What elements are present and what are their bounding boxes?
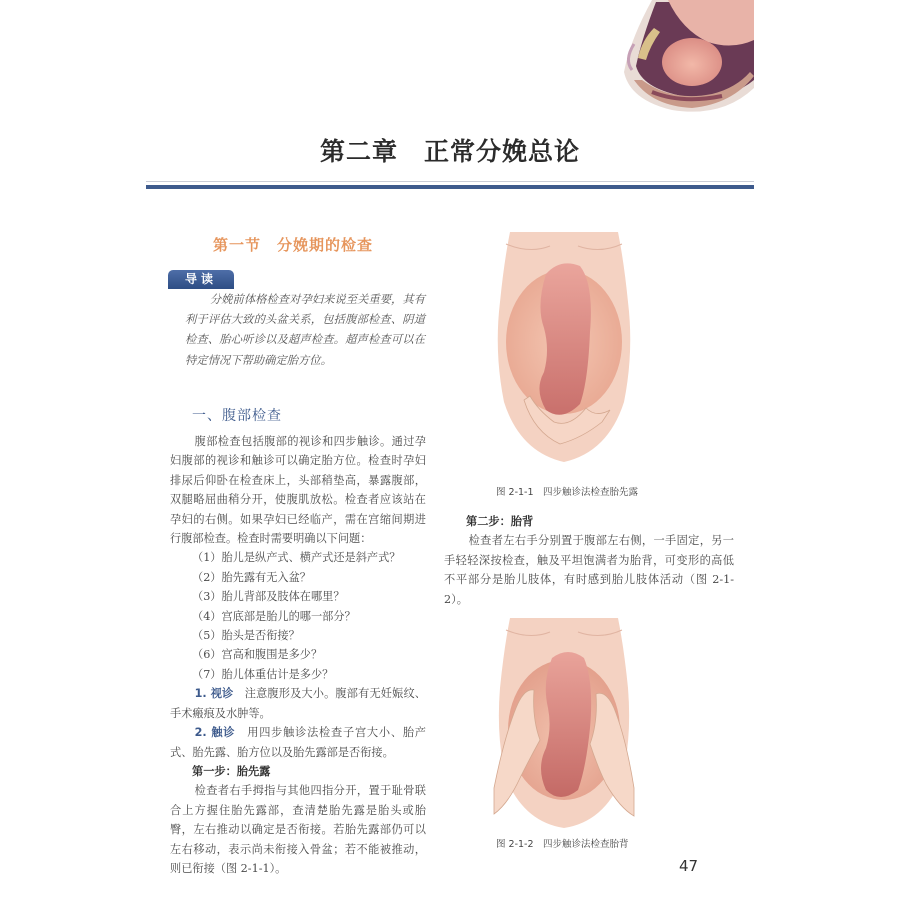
question-item: （3）胎儿背部及肢体在哪里？ [192, 590, 345, 604]
palpation-term: 2. 触诊 [194, 726, 236, 740]
figure-caption-text: 四步触诊法检查胎背 [543, 839, 629, 850]
step1-text: 检查者右手拇指与其他四指分开，置于耻骨联合上方握住胎先露部，查清楚胎先露是胎头或胎臀，左右推动以确定是否衔接。若胎先露部仍可以左右移动，表示尚未衔接入骨盆；若不能被推动，则已衔接（图 2-1-1）。 [170, 784, 426, 875]
question-item: （6）宫高和腹围是多少？ [192, 648, 323, 662]
figure-2-1-1-caption [496, 484, 638, 498]
question-item: （1）胎儿是纵产式、横产式还是斜产式？ [192, 551, 401, 565]
inspection-paragraph [170, 684, 426, 723]
figure-2-1-2-illustration [490, 618, 638, 828]
right-column [444, 512, 734, 609]
section-title: 第一节 分娩期的检查 [212, 236, 373, 254]
figure-2-1-1-illustration [490, 232, 638, 462]
question-item: （2）胎先露有无入盆？ [192, 570, 311, 584]
chapter-title [146, 132, 754, 168]
abdominal-exam-intro: 腹部检查包括腹部的视诊和四步触诊。通过孕妇腹部的视诊和触诊可以确定胎方位。检查时孕妇排尿后仰卧在检查床上，头部稍垫高，暴露腹部，双腿略屈曲稍分开，使腹肌放松。检查者应该站在孕妇的右侧。如果孕妇已经临产，需在宫缩间期进行腹部检查。检查时需要明确以下问题： [170, 435, 426, 546]
figure-number: 图 2-1-1 [496, 487, 534, 498]
question-list [170, 548, 426, 684]
header-rule-thin [146, 181, 754, 182]
header-rule-thick [146, 185, 754, 189]
palpation-text: 用四步触诊法检查子宫大小、胎产式、胎先露、胎方位以及胎先露部是否衔接。 [170, 726, 426, 759]
question-item: （7）胎儿体重估计是多少？ [192, 667, 334, 681]
question-item: （5）胎头是否衔接？ [192, 629, 300, 643]
figure-2-1-2-caption [496, 836, 629, 850]
chapter-number: 第二章 [319, 137, 398, 166]
guide-badge-underline [168, 288, 234, 289]
inspection-term: 1. 视诊 [194, 687, 234, 701]
guide-text [185, 290, 425, 371]
left-column [170, 432, 426, 878]
page-number: 47 [679, 857, 699, 875]
step2-text: 检查者左右手分别置于腹部左右侧，一手固定，另一手轻轻深按检查，触及平坦饱满者为胎背，可变形的高低不平部分是胎儿肢体，有时感到胎儿肢体活动（图 2-1-2）。 [444, 534, 734, 606]
guide-badge: 导读 [168, 270, 234, 288]
chapter-name: 正常分娩总论 [424, 137, 581, 166]
header-illustration [612, 0, 754, 118]
step2-heading: 第二步：胎背 [466, 515, 534, 528]
step1-heading: 第一步：胎先露 [192, 764, 271, 778]
figure-caption-text: 四步触诊法检查胎先露 [543, 487, 639, 498]
figure-number: 图 2-1-2 [496, 839, 534, 850]
question-item: （4）宫底部是胎儿的哪一部分？ [192, 609, 356, 623]
subsection-heading: 一、腹部检查 [192, 408, 282, 424]
guide-paragraph: 分娩前体格检查对孕妇来说至关重要，其有利于评估大致的头盆关系，包括腹部检查、阴道检查、胎心听诊以及超声检查。超声检查可以在特定情况下帮助确定胎方位。 [185, 293, 425, 367]
palpation-paragraph [170, 723, 426, 762]
inspection-text: 注意腹形及大小。腹部有无妊娠纹、手术瘢痕及水肿等。 [170, 687, 426, 720]
